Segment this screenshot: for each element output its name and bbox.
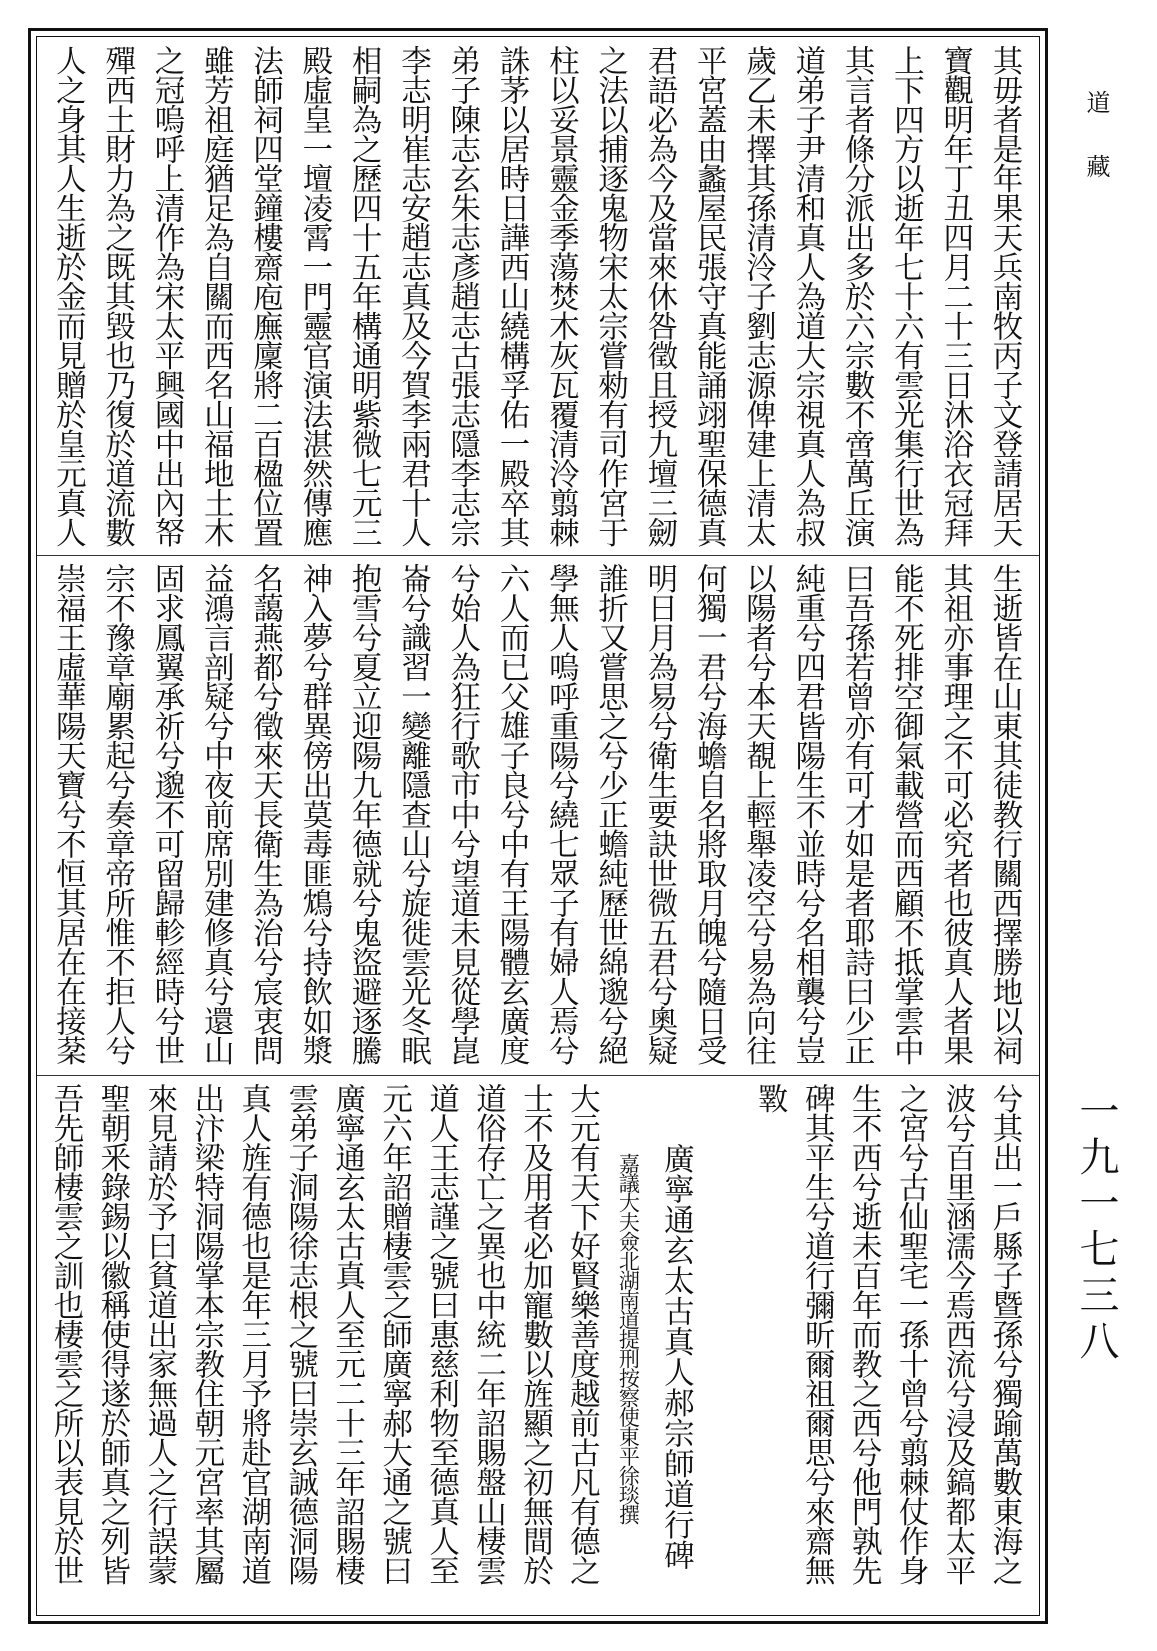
text-column: 真人旌有德也是年三月予將赴官湖南道 [235, 1083, 271, 1585]
text-column: 廣寧通玄太古真人郝宗師道行碑 [658, 1143, 694, 1570]
page-number: 一九一七三八 [1073, 1090, 1119, 1366]
text-column: 廣寧通玄太古真人至元二十三年詔賜棲 [329, 1083, 365, 1585]
text-column: 李志明崔志安趙志真及今賀李兩君十人 [395, 45, 431, 547]
text-column: 相嗣為之歷四十五年構通明紫微七元三 [346, 45, 382, 547]
text-column: 崇福王虛華陽天寶兮不恒其居在在接棻 [50, 563, 86, 1065]
text-column: 道弟子尹清和真人為道大宗視真人為叔 [789, 45, 825, 547]
text-column: 誰折又嘗思之兮少正蟾純歷世綿邈兮絕 [592, 563, 628, 1065]
text-column: 上下四方以逝年七十六有雲光集行世為 [888, 45, 924, 547]
text-column: 碑其平生兮道行彌昕爾祖爾思兮來齋無 [799, 1083, 835, 1585]
text-column: 宗不豫章廟累起兮奏章帝所惟不拒人兮 [99, 563, 135, 1065]
text-column: 聖朝釆錄錫以徽稱使得遂於師真之列皆 [94, 1083, 130, 1585]
text-column: 其毋者是年果天兵南牧丙子文登請居天 [987, 45, 1022, 547]
page-frame [28, 28, 1048, 1624]
register-middle [37, 555, 1039, 1076]
text-column: 何獨一君兮海蟾自名將取月魄兮隨日受 [691, 563, 727, 1065]
text-column: 柱以妥景靈金季蕩焚木灰瓦覆清泠翦棘 [543, 45, 579, 547]
text-column: 雖芳祖庭猶足為自關而西名山福地土木 [198, 45, 234, 547]
text-column: 嘉議大夫僉北湖南道提刑按察使東平徐琰撰 [616, 1153, 641, 1524]
text-column: 殫西土財力為之既其毀也乃復於道流數 [99, 45, 135, 547]
text-column: 六人而已父雄子良兮中有王陽體玄廣度 [494, 563, 530, 1065]
text-column: 法師祠四堂鐘樓齋庖廡廩將二百楹位置 [247, 45, 283, 547]
text-column: 元六年詔贈棲雲之師廣寧郝大通之號曰 [376, 1083, 412, 1585]
text-column: 殿虛皇一壇凌霄一門靈官演法湛然傳應 [296, 45, 332, 547]
text-column: 斁 [752, 1083, 788, 1113]
text-column: 來見請於予曰貧道出家無過人之行誤蒙 [141, 1083, 177, 1585]
text-column: 兮始人為狂行歌市中兮望道未見從學崑 [444, 563, 480, 1065]
text-column: 之宮兮古仙聖宅一孫十曾兮翦棘仗作身 [893, 1083, 929, 1585]
text-column: 益鴻言剖疑兮中夜前席別建修真兮還山 [198, 563, 234, 1065]
text-column: 道人王志謹之號曰惠慈利物至德真人至 [423, 1083, 459, 1585]
collection-title: 道藏 [1082, 90, 1110, 218]
text-column: 固求鳳翼承祈兮邈不可留歸軫經時兮世 [148, 563, 184, 1065]
text-column: 神入夢兮群異傍出莫毒匪鴆兮持飲如漿 [296, 563, 332, 1065]
text-column: 其言者條分派出多於六宗數不啻萬丘演 [839, 45, 875, 547]
text-column: 君語必為今及當來休咎徵且授九壇三劒 [641, 45, 677, 547]
text-columns [45, 563, 1031, 1069]
text-column: 學無人嗚呼重陽兮繞七眾子有婦人焉兮 [543, 563, 579, 1065]
text-column: 大元有天下好賢樂善度越前古凡有德之 [564, 1083, 600, 1585]
text-column: 平宮蓋由蠡屋民張守真能誦翊聖保德真 [691, 45, 727, 547]
text-column: 歲乙未擇其孫清泠子劉志源俾建上清太 [740, 45, 776, 547]
text-column: 生不西兮逝未百年而教之西兮他門孰先 [846, 1083, 882, 1585]
text-column: 之冠嗚呼上清作為宋太平興國中出內帑 [148, 45, 184, 547]
text-column: 寶觀明年丁丑四月二十三日沐浴衣冠拜 [937, 45, 973, 547]
text-column: 之法以捕逐鬼物宋太宗嘗勑有司作宮于 [592, 45, 628, 547]
text-column: 抱雪兮夏立迎陽九年德就兮鬼盜避逐騰 [346, 563, 382, 1065]
text-column: 其祖亦事理之不可必究者也彼真人者果 [937, 563, 973, 1065]
text-column: 波兮百里涵濡今焉西流兮浸及鎬都太平 [940, 1083, 976, 1585]
text-columns [45, 1083, 1031, 1615]
text-column: 誅茅以居時日譁西山繞構孚佑一殿卒其 [494, 45, 530, 547]
text-column: 明日月為易兮衛生要訣世微五君兮奧疑 [641, 563, 677, 1065]
text-column: 弟子陳志玄朱志彥趙志古張志隱李志宗 [444, 45, 480, 547]
text-column: 純重兮四君皆陽生不並時兮名相襲兮豈 [789, 563, 825, 1065]
register-bottom [37, 1075, 1039, 1621]
text-column: 生逝皆在山東其徒教行關西擇勝地以祠 [987, 563, 1022, 1065]
text-column: 曰吾孫若曾亦有可才如是者耶詩曰少正 [839, 563, 875, 1065]
text-column: 出汴梁特洞陽掌本宗教住朝元宮率其屬 [188, 1083, 224, 1585]
text-column: 雲弟子洞陽徐志根之號曰崇玄誠德洞陽 [282, 1083, 318, 1585]
text-column: 崙兮識習一變離隱查山兮旋徙雲光冬眠 [395, 563, 431, 1065]
page-frame-inner [36, 36, 1040, 1616]
text-column: 人之身其人生逝於金而見贈於皇元真人 [50, 45, 86, 547]
text-columns [45, 45, 1031, 549]
text-column: 兮其出一戶縣子暨孫兮獨踰萬數東海之 [987, 1083, 1022, 1585]
register-top [37, 37, 1039, 556]
text-column: 士不及用者必加寵數以旌顯之初無間於 [517, 1083, 553, 1585]
text-column: 吾先師棲雲之訓也棲雲之所以表見於世 [47, 1083, 83, 1585]
text-column: 以陽者兮本天覩上輕舉凌空兮易為向往 [740, 563, 776, 1065]
text-column [702, 1083, 749, 1615]
text-column: 能不死排空御氣載營而西顧不抵掌雲中 [888, 563, 924, 1065]
text-column: 名藹燕都兮徵來天長衛生為治兮宸衷問 [247, 563, 283, 1065]
text-column: 道俗存亡之異也中統二年詔賜盤山棲雲 [470, 1083, 506, 1585]
right-margin [1066, 90, 1126, 1590]
